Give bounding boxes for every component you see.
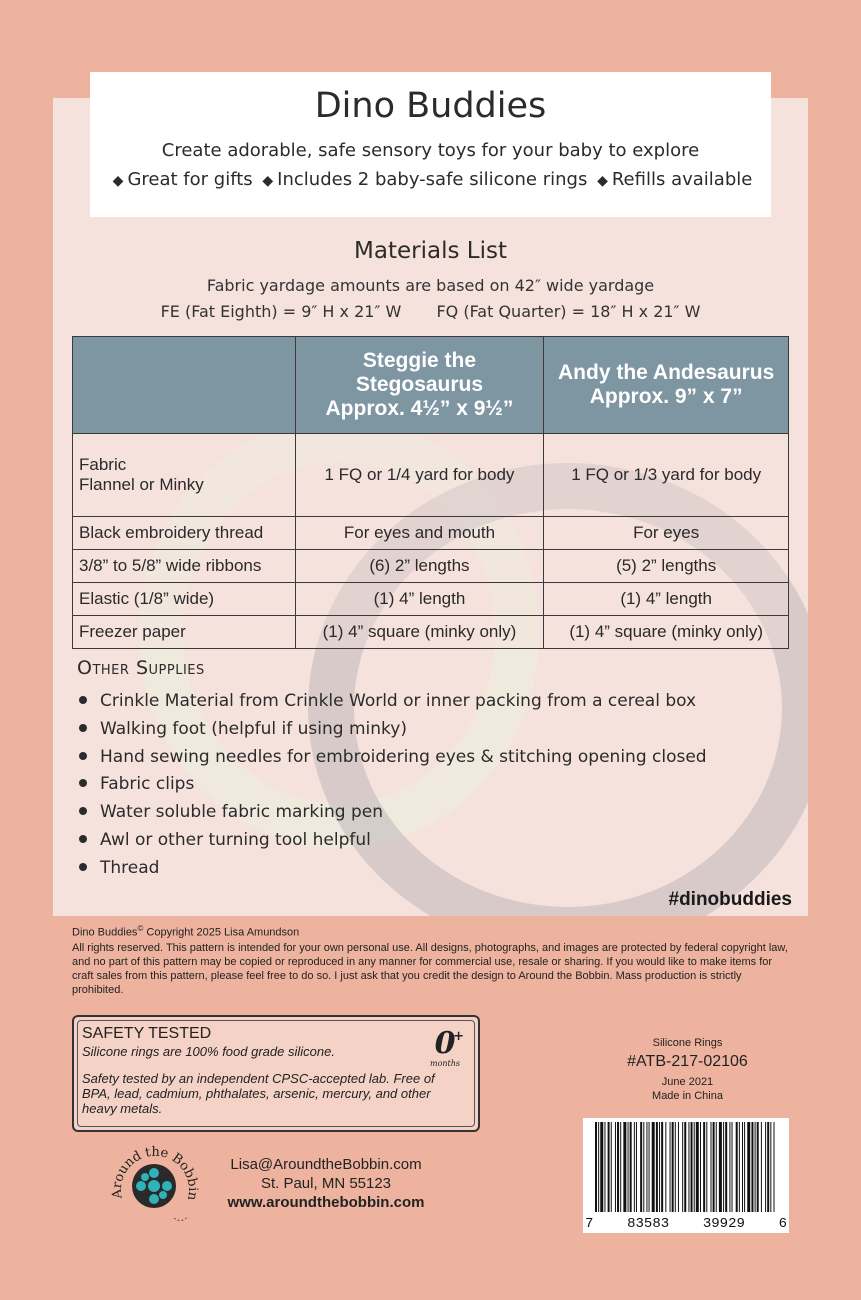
- bullet-gifts: Great for gifts: [127, 169, 253, 190]
- barcode-bar: [643, 1122, 644, 1212]
- copyright-mark: ©: [137, 924, 144, 933]
- barcode-bar: [646, 1122, 647, 1212]
- table-row: [73, 550, 789, 583]
- table-row: [73, 616, 789, 649]
- bullet-rings: Includes 2 baby-safe silicone rings: [277, 169, 588, 190]
- barcode-bar: [670, 1122, 671, 1212]
- barcode-bar: [620, 1122, 621, 1212]
- copyright-text: Copyright 2025 Lisa Amundson: [143, 926, 300, 939]
- table-cell: (1) 4” length: [295, 583, 544, 616]
- barcode-bar: [713, 1122, 715, 1212]
- table-cell: For eyes: [544, 517, 789, 550]
- list-item-text: Hand sewing needles for embroidering eyes & stitching opening closed: [100, 746, 707, 767]
- barcode: [583, 1118, 789, 1233]
- barcode-bar: [719, 1122, 722, 1212]
- barcode-bar: [678, 1122, 679, 1212]
- barcode-digit-group: 83583: [627, 1216, 670, 1232]
- table-cell: 1 FQ or 1/3 yard for body: [544, 434, 789, 517]
- table-cell: (1) 4” square (minky only): [295, 616, 544, 649]
- product-sku: #ATB-217-02106: [627, 1053, 748, 1070]
- product-label: Silicone Rings: [652, 1037, 723, 1049]
- barcode-bar: [716, 1122, 717, 1212]
- barcode-bar: [634, 1122, 635, 1212]
- row-label: Freezer paper: [73, 616, 296, 649]
- bullet-icon: [79, 752, 87, 760]
- row-label: Elastic (1/8” wide): [73, 583, 296, 616]
- barcode-bar: [640, 1122, 642, 1212]
- table-cell: For eyes and mouth: [295, 517, 544, 550]
- age-plus: +: [453, 1029, 464, 1044]
- list-item: [77, 744, 707, 772]
- list-item: [77, 855, 707, 883]
- barcode-digit-group: 7: [585, 1216, 594, 1232]
- barcode-bars: [595, 1122, 775, 1212]
- barcode-bar: [688, 1122, 689, 1212]
- list-item-text: Water soluble fabric marking pen: [100, 802, 383, 823]
- diamond-icon: ◆: [597, 173, 608, 189]
- column-name: Steggie the Stegosaurus: [355, 349, 484, 396]
- contact-email[interactable]: Lisa@AroundtheBobbin.com: [230, 1156, 422, 1173]
- barcode-bar: [598, 1122, 599, 1212]
- product-date: June 2021: [661, 1076, 714, 1088]
- bullet-icon: [79, 724, 87, 732]
- barcode-bar: [691, 1122, 693, 1212]
- barcode-bar: [675, 1122, 676, 1212]
- barcode-bar: [744, 1122, 745, 1212]
- barcode-bar: [732, 1122, 733, 1212]
- barcode-bar: [595, 1122, 597, 1212]
- barcode-bar: [770, 1122, 771, 1212]
- barcode-bar: [608, 1122, 610, 1212]
- column-size: Approx. 9” x 7”: [589, 385, 743, 408]
- table-cell: (5) 2” lengths: [544, 550, 789, 583]
- barcode-bar: [723, 1122, 724, 1212]
- barcode-bar: [636, 1122, 637, 1212]
- table-row: [73, 517, 789, 550]
- fat-quarter-size: FQ (Fat Quarter) = 18″ H x 21″ W: [436, 302, 701, 321]
- safety-silicone-note: Silicone rings are 100% food grade silicone.: [82, 1044, 335, 1059]
- age-badge-icon: [426, 1026, 464, 1075]
- barcode-bar: [659, 1122, 660, 1212]
- barcode-bar: [703, 1122, 705, 1212]
- list-item-text: Fabric clips: [100, 774, 195, 795]
- row-label-text: Fabric: [79, 455, 127, 474]
- barcode-bar: [628, 1122, 629, 1212]
- column-header-andy: [544, 337, 789, 434]
- barcode-bar: [600, 1122, 603, 1212]
- bullet-icon: [79, 835, 87, 843]
- bobbin-icon: [104, 1136, 204, 1236]
- barcode-bar: [694, 1122, 695, 1212]
- table-cell: (1) 4” length: [544, 583, 789, 616]
- barcode-digits: [585, 1216, 787, 1232]
- barcode-bar: [604, 1122, 605, 1212]
- barcode-bar: [725, 1122, 727, 1212]
- product-origin: Made in China: [652, 1090, 723, 1102]
- copyright-title: Dino Buddies: [72, 926, 138, 939]
- barcode-bar: [765, 1122, 766, 1212]
- row-label: 3/8” to 5/8” wide ribbons: [73, 550, 296, 583]
- age-unit: months: [429, 1059, 461, 1068]
- bullet-icon: [79, 779, 87, 787]
- column-size: Approx. 4½” x 9½”: [325, 397, 514, 420]
- row-label: Black embroidery thread: [73, 517, 296, 550]
- supplies-list: [77, 688, 707, 883]
- column-name: Andy the Andesaurus: [558, 361, 775, 384]
- row-label-subtext: Flannel or Minky: [79, 475, 204, 494]
- barcode-digit-group: 39929: [702, 1216, 745, 1232]
- barcode-bar: [761, 1122, 762, 1212]
- barcode-bar: [682, 1122, 683, 1212]
- copyright-line: [72, 924, 299, 939]
- bullet-icon: [79, 807, 87, 815]
- diamond-icon: ◆: [112, 173, 124, 189]
- barcode-digit-group: 6: [778, 1216, 787, 1232]
- barcode-bar: [706, 1122, 707, 1212]
- safety-box: [72, 1015, 480, 1132]
- barcode-bar: [684, 1122, 686, 1212]
- barcode-bar: [742, 1122, 743, 1212]
- barcode-bar: [623, 1122, 626, 1212]
- table-row: [73, 434, 789, 517]
- table-cell: (6) 2” lengths: [295, 550, 544, 583]
- bullet-icon: [79, 696, 87, 704]
- table-cell: 1 FQ or 1/4 yard for body: [295, 434, 544, 517]
- list-item-text: Walking foot (helpful if using minky): [100, 718, 407, 739]
- yardage-note: Fabric yardage amounts are based on 42″ wide yardage: [206, 276, 655, 295]
- logo-text: Around the Bobbin: [109, 1144, 201, 1202]
- around-the-bobbin-logo: [104, 1136, 204, 1236]
- fabric-sizes: [53, 302, 808, 321]
- barcode-bar: [652, 1122, 655, 1212]
- bullet-icon: [79, 863, 87, 871]
- list-item: [77, 827, 707, 855]
- header-subtitle: Create adorable, safe sensory toys for your baby to explore: [161, 140, 700, 161]
- supplies-title: Other Supplies: [77, 657, 205, 679]
- rights-text: All rights reserved. This pattern is intended for your own personal use. All designs, photographs, and images are protected by federal copyright law, and no part of this pattern may be copied or reproduced in any manner for commercial use, resale or sharing. If you would like to make items for craft sales from this pattern, please feel free to do so. I just ask that you credit the design to Around the Bobbin. Mass production is strictly prohibited.: [72, 942, 788, 996]
- row-label: [73, 434, 296, 517]
- materials-title: Materials List: [354, 238, 507, 264]
- list-item-text: Awl or other turning tool helpful: [100, 829, 371, 850]
- bullet-refills: Refills available: [611, 169, 753, 190]
- barcode-bar: [656, 1122, 658, 1212]
- list-item: [77, 688, 707, 716]
- barcode-bar: [696, 1122, 699, 1212]
- barcode-bar: [755, 1122, 756, 1212]
- barcode-bar: [665, 1122, 666, 1212]
- materials-table: [72, 336, 789, 649]
- table-header-row: [73, 337, 789, 434]
- barcode-bar: [611, 1122, 612, 1212]
- barcode-bar: [630, 1122, 632, 1212]
- list-item: [77, 799, 707, 827]
- safety-title: SAFETY TESTED: [82, 1025, 212, 1042]
- list-item-text: Crinkle Material from Crinkle World or inner packing from a cereal box: [100, 691, 697, 711]
- hashtag: #dinobuddies: [668, 889, 792, 910]
- header-box: [90, 72, 771, 217]
- table-cell: (1) 4” square (minky only): [544, 616, 789, 649]
- barcode-bar: [751, 1122, 753, 1212]
- list-item: [77, 716, 707, 744]
- product-info: [600, 1036, 775, 1103]
- barcode-bar: [767, 1122, 769, 1212]
- list-item-text: Thread: [100, 857, 160, 878]
- safety-body: Safety tested by an independent CPSC-accepted lab. Free of BPA, lead, cadmium, phthalates, arsenic, mercury, and other heavy metals.: [82, 1071, 435, 1116]
- barcode-bar: [672, 1122, 674, 1212]
- age-number: 0: [434, 1026, 456, 1061]
- barcode-bar: [711, 1122, 712, 1212]
- barcode-bar: [757, 1122, 759, 1212]
- contact-city: St. Paul, MN 55123: [260, 1175, 392, 1192]
- column-header-steggie: [295, 337, 544, 434]
- list-item: [77, 771, 707, 799]
- diamond-icon: ◆: [262, 173, 274, 189]
- contact-website[interactable]: www.aroundthebobbin.com: [227, 1194, 425, 1211]
- barcode-bar: [649, 1122, 650, 1212]
- barcode-bar: [700, 1122, 701, 1212]
- barcode-bar: [617, 1122, 619, 1212]
- header-bullets: [90, 169, 771, 190]
- table-header-blank: [73, 337, 296, 434]
- fat-eighth-size: FE (Fat Eighth) = 9″ H x 21″ W: [160, 302, 402, 321]
- barcode-bar: [736, 1122, 738, 1212]
- barcode-bar: [729, 1122, 730, 1212]
- page-title: Dino Buddies: [314, 86, 547, 126]
- table-row: [73, 583, 789, 616]
- barcode-bar: [661, 1122, 663, 1212]
- barcode-bar: [774, 1122, 775, 1212]
- contact-block: [210, 1155, 442, 1212]
- barcode-bar: [615, 1122, 616, 1212]
- barcode-bar: [739, 1122, 740, 1212]
- barcode-bar: [747, 1122, 750, 1212]
